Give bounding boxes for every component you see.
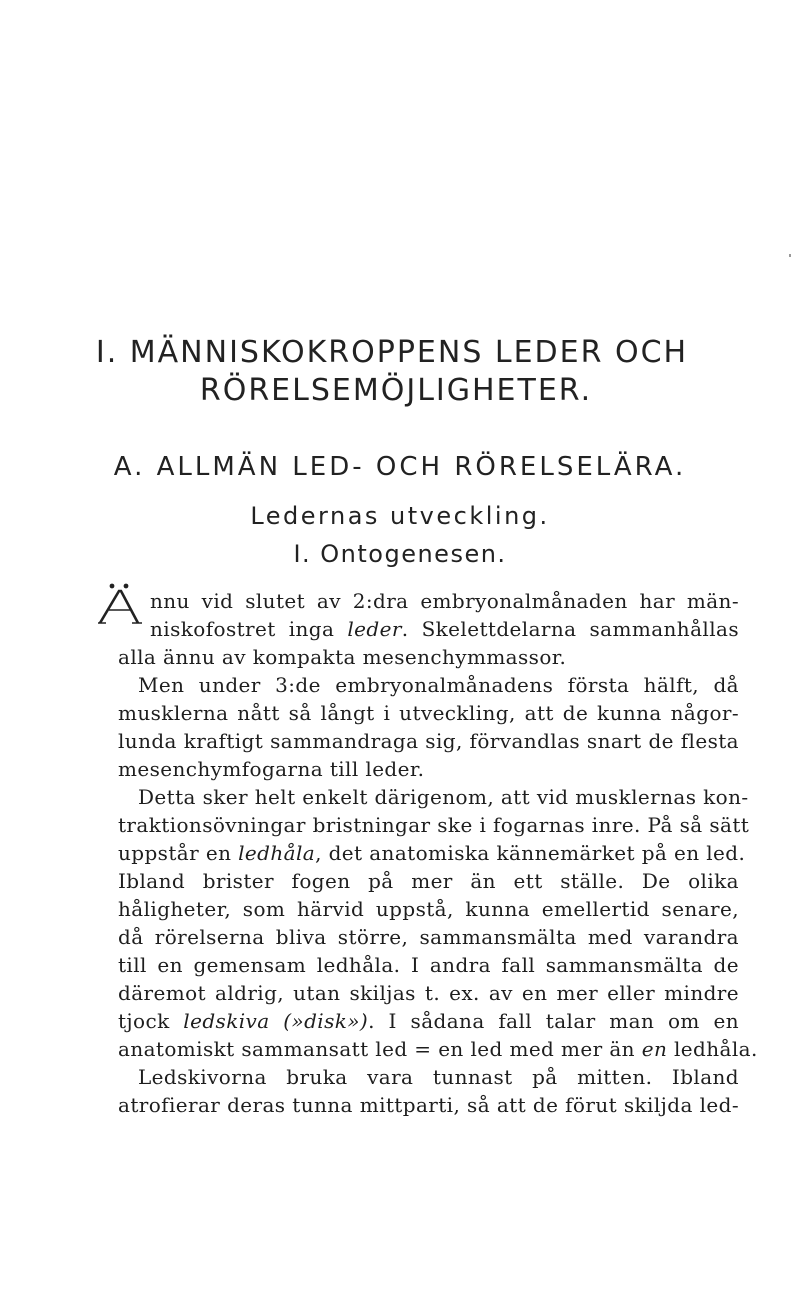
body-line-5: musklerna nått så långt i utveckling, att de kunna någor- — [118, 701, 739, 725]
body-line-10: uppstår en ledhåla, det anatomiska kännemärket på en led. — [118, 841, 746, 865]
body-line-18: Ledskivorna bruka vara tunnast på mitten. Ibland — [138, 1065, 739, 1089]
body-line-7: mesenchymfogarna till leder. — [118, 757, 425, 781]
body-line-15: däremot aldrig, utan skiljas t. ex. av en mer eller mindre — [118, 981, 739, 1005]
body-line-1: nnu vid slutet av 2:dra embryonalmånaden har män- — [150, 589, 739, 613]
drop-cap-letter — [98, 580, 142, 624]
section-title: A. ALLMÄN LED- OCH RÖRELSELÄRA. — [113, 452, 687, 482]
chapter-title-line-2: RÖRELSEMÖJLIGHETER. — [199, 373, 593, 408]
chapter-title-line-1: I. MÄNNISKOKROPPENS LEDER OCH — [95, 335, 689, 370]
body-line-2: niskofostret inga leder. Skelettdelarna sammanhållas — [150, 617, 739, 641]
body-line-8: Detta sker helt enkelt därigenom, att vid musklernas kon- — [138, 785, 749, 809]
body-line-16: tjock ledskiva (»disk»). I sådana fall talar man om en — [118, 1009, 739, 1033]
body-line-13: då rörelserna bliva större, sammansmälta med varandra — [118, 925, 739, 949]
body-line-4: Men under 3:de embryonalmånadens första hälft, då — [138, 673, 739, 697]
body-line-19: atrofierar deras tunna mittparti, så att de förut skiljda led- — [118, 1093, 739, 1117]
body-line-14: till en gemensam ledhåla. I andra fall sammansmälta de — [118, 953, 739, 977]
subsection-subtitle: I. Ontogenesen. — [293, 540, 507, 568]
scan-speck — [789, 254, 791, 257]
body-line-6: lunda kraftigt sammandraga sig, förvandlas snart de flesta — [118, 729, 739, 753]
body-line-12: håligheter, som härvid uppstå, kunna emellertid senare, — [118, 897, 739, 921]
subsection-title: Ledernas utveckling. — [250, 502, 550, 530]
body-line-11: Ibland brister fogen på mer än ett ställe. De olika — [118, 869, 739, 893]
body-line-17: anatomiskt sammansatt led = en led med mer än en ledhåla. — [118, 1037, 758, 1061]
body-line-9: traktionsövningar bristningar ske i fogarnas inre. På så sätt — [118, 813, 750, 837]
body-line-3: alla ännu av kompakta mesenchymmassor. — [118, 645, 567, 669]
